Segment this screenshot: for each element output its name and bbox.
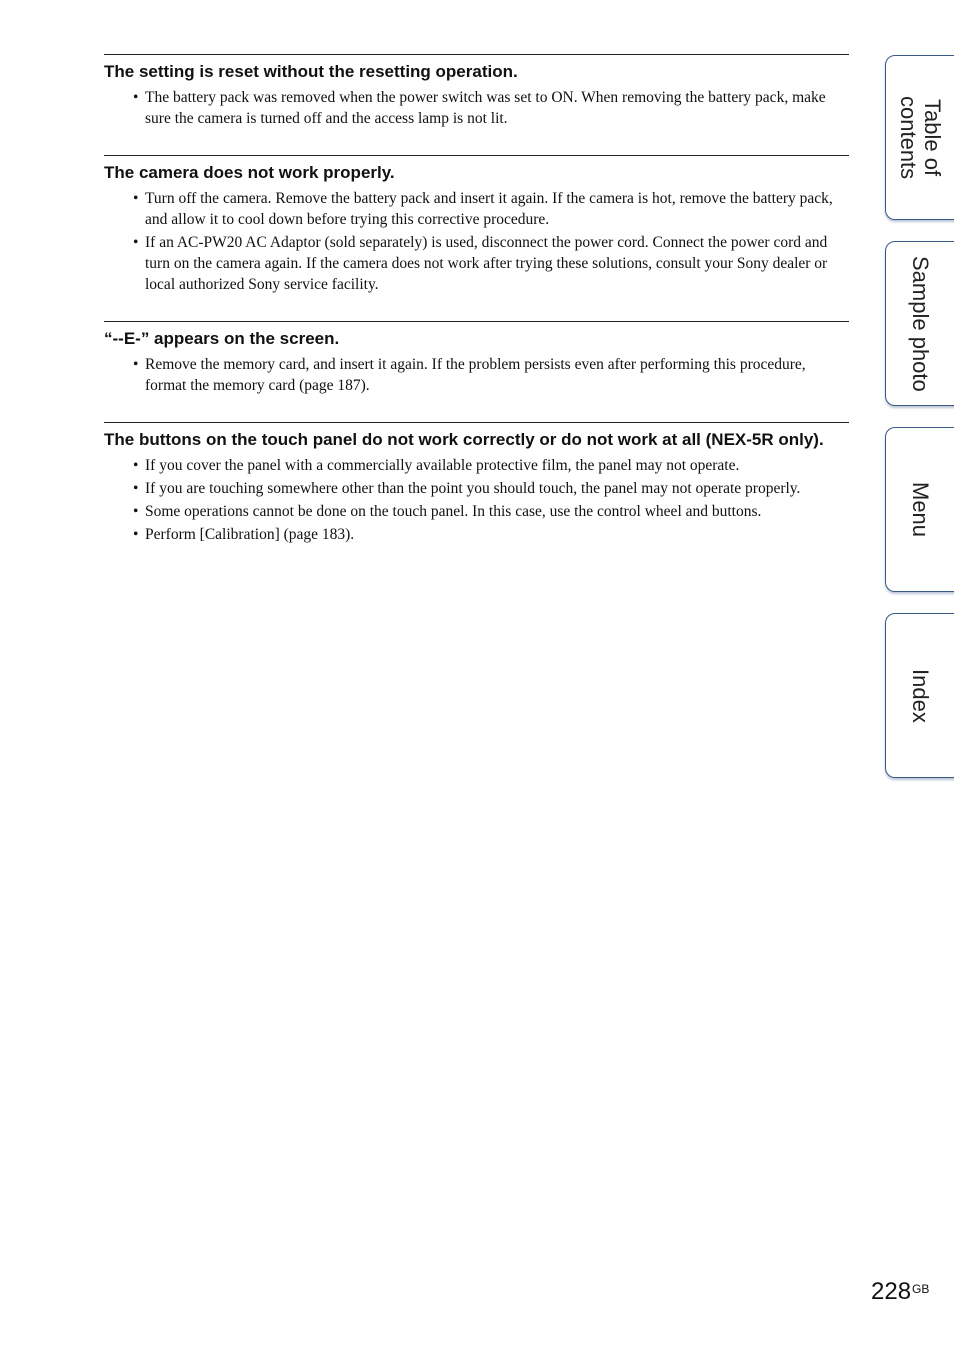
section-heading: The buttons on the touch panel do not work correctly or do not work at all (NEX-5R only). bbox=[104, 430, 824, 449]
list-item: • If you cover the panel with a commercially available protective film, the panel may not operate. bbox=[104, 455, 849, 476]
bullet-list bbox=[104, 87, 849, 129]
list-item: • Turn off the camera. Remove the battery pack and insert it again. If the camera is hot, remove the battery pack, and allow it to cool down before trying this corrective procedure. bbox=[104, 188, 849, 230]
list-item: • Perform [Calibration] (page 183). bbox=[104, 524, 849, 545]
section-reset bbox=[104, 54, 849, 129]
bullet-list bbox=[104, 354, 849, 396]
list-item: • Some operations cannot be done on the touch panel. In this case, use the control wheel and buttons. bbox=[104, 501, 849, 522]
bullet-list bbox=[104, 455, 849, 545]
section-heading: “--E-” appears on the screen. bbox=[104, 329, 340, 348]
page-number-value: 228 bbox=[871, 1278, 912, 1305]
tab-index[interactable] bbox=[885, 613, 954, 778]
page-number bbox=[871, 1278, 929, 1306]
tab-sample-photo[interactable] bbox=[885, 241, 954, 406]
tab-menu[interactable] bbox=[885, 427, 954, 592]
list-item: • The battery pack was removed when the power switch was set to ON. When removing the battery pack, make sure the camera is turned off and the access lamp is not lit. bbox=[104, 87, 849, 129]
tab-label: Index bbox=[908, 668, 933, 723]
list-item: • If an AC-PW20 AC Adaptor (sold separately) is used, disconnect the power cord. Connect the power cord and turn on the camera again. If the camera does not work after trying these solutions, consult your Sony dealer or local authorized Sony service facility. bbox=[104, 232, 849, 295]
section-heading: The setting is reset without the resetting operation. bbox=[104, 62, 518, 81]
section-camera-not-working bbox=[104, 155, 849, 295]
tab-table-of-contents[interactable] bbox=[885, 55, 954, 220]
list-item: • If you are touching somewhere other than the point you should touch, the panel may not operate properly. bbox=[104, 478, 849, 499]
section-touch-panel bbox=[104, 422, 849, 545]
tab-label: Table of contents bbox=[896, 95, 945, 180]
list-item: • Remove the memory card, and insert it again. If the problem persists even after performing this procedure, format the memory card (page 187). bbox=[104, 354, 849, 396]
section-heading: The camera does not work properly. bbox=[104, 163, 395, 182]
page-number-suffix: GB bbox=[912, 1282, 930, 1296]
section-e-error bbox=[104, 321, 849, 396]
bullet-list bbox=[104, 188, 849, 295]
tab-label: Menu bbox=[908, 481, 933, 538]
tab-label: Sample photo bbox=[908, 255, 933, 392]
main-content bbox=[104, 54, 849, 571]
